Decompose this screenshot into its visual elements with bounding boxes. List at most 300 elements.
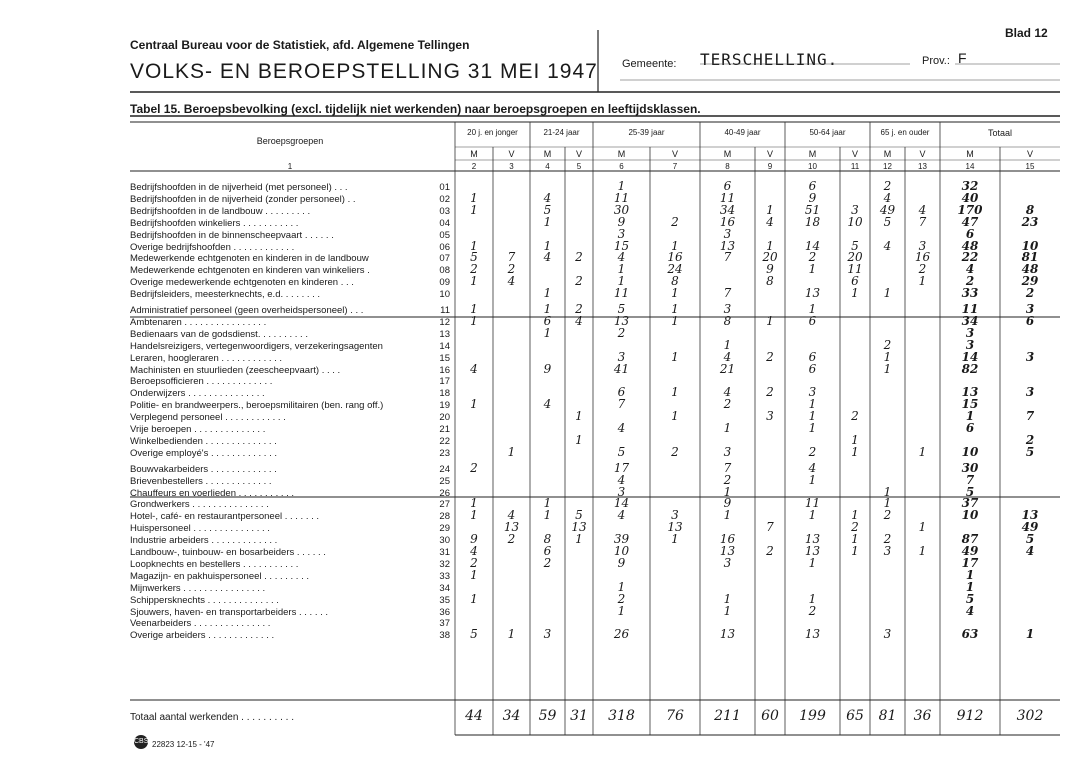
table-row (130, 595, 450, 606)
table-cell: 11 (719, 190, 736, 205)
table-cell: 1 (808, 262, 817, 277)
row-label: Leraren, hoogleraren . . . . . . . . . . . . (130, 352, 283, 364)
table-cell: 13 (961, 385, 979, 400)
table-cell: 1 (671, 532, 679, 547)
table-row (130, 448, 450, 459)
row-number: 34 (439, 582, 450, 594)
table-row (130, 388, 450, 399)
m-subheader: M (470, 149, 478, 159)
table-row (130, 182, 450, 193)
table-cell: 1 (575, 432, 583, 447)
table-cell: 18 (804, 214, 821, 229)
row-label: Chauffeurs en voerlieden . . . . . . . . . . . (130, 487, 295, 499)
table-cell: 1 (723, 603, 732, 618)
table-cell: 2 (851, 409, 859, 424)
table-cell: 1 (918, 520, 927, 535)
table-cell: 47 (961, 214, 979, 229)
total-cell: 199 (799, 708, 826, 724)
table-cell: 4 (1025, 544, 1035, 558)
row-number: 19 (439, 400, 450, 412)
province-value: F (958, 50, 967, 66)
row-label: Ambtenaren . . . . . . . . . . . . . . . . (130, 316, 267, 328)
total-cell: 36 (913, 708, 932, 724)
col-header-65-ouder: 65 j. en ouder (880, 128, 930, 137)
table-cell: 1 (470, 313, 478, 328)
row-number: 29 (439, 523, 450, 535)
row-number: 20 (439, 412, 450, 424)
table-cell: 1 (543, 214, 552, 229)
table-cell: 4 (507, 274, 516, 289)
table-row (130, 607, 450, 618)
row-label: Bedienaars van de godsdienst. . . . . . . . . . (130, 328, 308, 340)
row-number: 31 (439, 547, 450, 558)
table-cell: 15 (961, 397, 979, 412)
table-cell: 3 (617, 226, 626, 241)
table-cell: 13 (613, 313, 630, 328)
table-cell: 2 (575, 274, 583, 289)
m-subheader: M (617, 149, 626, 159)
table-cell: 5 (617, 302, 626, 316)
table-cell: 6 (965, 226, 975, 241)
table-cell: 51 (804, 202, 821, 217)
total-cell: 59 (538, 708, 557, 724)
table-cell: 1 (470, 567, 478, 582)
table-cell: 6 (617, 385, 626, 400)
table-cell: 16 (719, 532, 736, 547)
table-cell: 5 (1025, 532, 1035, 547)
table-cell: 1 (543, 238, 552, 253)
table-cell: 2 (808, 444, 817, 459)
table-cell: 13 (571, 520, 587, 535)
table-cell: 7 (723, 460, 732, 475)
total-cell: 81 (878, 708, 897, 724)
table-cell: 7 (723, 286, 732, 301)
table-cell: 6 (723, 179, 732, 193)
row-label: Landbouw-, tuinbouw- en bosarbeiders . . . . . . (130, 547, 326, 558)
gemeente-label: Gemeente: (622, 58, 677, 70)
table-cell: 17 (961, 555, 979, 570)
table-cell: 10 (961, 444, 979, 459)
table-cell: 6 (808, 349, 817, 364)
row-label: Huispersoneel . . . . . . . . . . . . . . . (130, 523, 270, 535)
table-cell: 11 (961, 302, 979, 316)
row-number: 12 (439, 316, 450, 328)
table-cell: 13 (804, 627, 821, 642)
table-cell: 7 (723, 250, 732, 265)
col-number-9: 9 (767, 162, 773, 171)
gemeente-value: TERSCHELLING. (700, 50, 839, 69)
table-cell: 1 (883, 361, 892, 376)
table-cell: 5 (575, 508, 583, 523)
table-cell: 6 (851, 274, 859, 289)
m-subheader: M (808, 149, 817, 159)
table-cell: 1 (575, 409, 583, 424)
table-cell: 2 (883, 179, 892, 193)
table-row (130, 618, 450, 629)
row-label: Medewerkende echtgenoten en kinderen in de landbouw (130, 253, 369, 265)
table-cell: 1 (671, 349, 679, 364)
table-cell: 14 (804, 238, 821, 253)
table-row (130, 230, 450, 241)
table-cell: 22 (961, 250, 979, 265)
table-cell: 1 (470, 397, 478, 412)
table-cell: 1 (766, 238, 774, 253)
table-cell: 8 (543, 532, 552, 547)
table-cell: 3 (851, 202, 859, 217)
col-header-totaal: Totaal (987, 128, 1013, 138)
v-subheader: V (671, 149, 678, 159)
row-number: 11 (440, 305, 450, 316)
table-row (130, 400, 450, 411)
table-cell: 1 (918, 274, 927, 289)
table-cell: 5 (965, 591, 975, 606)
table-cell: 11 (847, 262, 863, 277)
table-row (130, 559, 450, 570)
table-cell: 1 (470, 302, 478, 316)
table-cell: 32 (961, 179, 979, 193)
table-cell: 13 (804, 544, 821, 558)
table-cell: 15 (613, 238, 630, 253)
table-cell: 1 (470, 508, 478, 523)
table-cell: 2 (671, 444, 679, 459)
table-cell: 3 (883, 544, 892, 558)
table-cell: 4 (507, 508, 516, 523)
total-label: Totaal aantal werkenden . . . . . . . . . . (130, 712, 294, 723)
table-row (130, 499, 450, 510)
row-label: Verplegend personeel . . . . . . . . . . . . (130, 412, 286, 424)
table-cell: 2 (470, 262, 478, 277)
table-cell: 1 (851, 286, 859, 301)
row-label: Winkelbedienden . . . . . . . . . . . . . . (130, 435, 277, 447)
table-cell: 8 (671, 274, 679, 289)
table-cell: 48 (1021, 262, 1039, 277)
table-cell: 9 (617, 555, 626, 570)
row-label: Sjouwers, haven- en transportarbeiders . . . . . . (130, 606, 329, 618)
table-cell: 2 (575, 302, 583, 316)
table-row (130, 341, 450, 352)
table-cell: 16 (719, 214, 736, 229)
table-cell: 1 (575, 532, 583, 547)
table-row (130, 511, 450, 522)
table-cell: 8 (1025, 202, 1035, 217)
table-cell: 14 (613, 496, 630, 511)
col-number-5: 5 (576, 162, 582, 171)
table-cell: 1 (851, 544, 859, 558)
table-row (130, 464, 450, 475)
table-cell: 1 (851, 432, 859, 447)
row-number: 26 (439, 487, 450, 499)
table-cell: 14 (961, 349, 979, 364)
table-cell: 9 (723, 496, 732, 511)
table-cell: 3 (965, 337, 975, 352)
province-label: Prov.: (922, 55, 950, 67)
table-cell: 2 (617, 325, 626, 340)
table-cell: 2 (671, 214, 679, 229)
table-row (130, 583, 450, 594)
row-label: Overige medewerkende echtgenoten en kinderen . . . (130, 277, 354, 289)
table-cell: 6 (808, 361, 817, 376)
table-cell: 3 (1025, 385, 1035, 400)
m-subheader: M (883, 149, 892, 159)
table-row (130, 630, 450, 641)
table-cell: 1 (723, 337, 732, 352)
table-cell: 1 (808, 409, 817, 424)
table-cell: 23 (1021, 214, 1039, 229)
table-cell: 1 (543, 508, 552, 523)
row-label: Veenarbeiders . . . . . . . . . . . . . . . (130, 618, 271, 630)
table-cell: 1 (883, 496, 892, 511)
table-cell: 6 (543, 544, 552, 558)
table-row (130, 523, 450, 534)
table-cell: 170 (957, 202, 983, 217)
col-header-40-49: 40-49 jaar (724, 128, 761, 137)
table-cell: 8 (723, 313, 732, 328)
table-cell: 9 (543, 361, 552, 376)
table-cell: 11 (613, 190, 630, 205)
row-number: 27 (439, 499, 450, 511)
table-cell: 1 (965, 567, 975, 582)
table-cell: 1 (808, 302, 817, 316)
table-cell: 1 (470, 190, 478, 205)
table-cell: 16 (914, 250, 931, 265)
row-number: 18 (439, 388, 450, 400)
table-cell: 3 (723, 555, 732, 570)
table-cell: 6 (1025, 313, 1035, 328)
table-cell: 82 (961, 361, 979, 376)
table-cell: 3 (723, 444, 732, 459)
m-subheader: M (543, 149, 552, 159)
table-row (130, 571, 450, 582)
table-cell: 29 (1021, 274, 1039, 289)
table-cell: 2 (965, 274, 975, 289)
row-label: Bedrijfshoofden in de nijverheid (zonder personeel) . . (130, 193, 356, 205)
table-cell: 87 (961, 532, 979, 547)
table-row (130, 476, 450, 487)
table-cell: 7 (507, 250, 516, 265)
table-cell: 1 (851, 508, 859, 523)
table-cell: 6 (808, 313, 817, 328)
table-cell: 49 (879, 202, 896, 217)
row-label: Bedrijfshoofden in de landbouw . . . . . . . . . (130, 205, 311, 217)
table-cell: 39 (613, 532, 630, 547)
row-label: Schippersknechts . . . . . . . . . . . . . . (130, 594, 279, 606)
col-number-15: 15 (1025, 162, 1035, 171)
total-cell: 44 (465, 708, 483, 724)
table-cell: 1 (671, 385, 679, 400)
table-cell: 9 (470, 532, 478, 547)
table-cell: 1 (543, 496, 552, 511)
table-cell: 2 (808, 250, 817, 265)
table-cell: 1 (883, 349, 892, 364)
table-cell: 1 (543, 325, 552, 340)
table-cell: 49 (1021, 520, 1039, 535)
row-label: Onderwijzers . . . . . . . . . . . . . . . (130, 388, 265, 400)
table-cell: 2 (470, 460, 478, 475)
row-number: 07 (439, 253, 450, 265)
table-cell: 1 (808, 508, 817, 523)
table-cell: 3 (883, 627, 892, 642)
table-cell: 13 (503, 520, 520, 535)
col-header-20-jonger: 20 j. en jonger (467, 128, 518, 137)
total-cell: 60 (761, 708, 779, 724)
row-number: 08 (439, 265, 450, 277)
table-cell: 1 (470, 274, 478, 289)
table-cell: 1 (851, 444, 859, 459)
table-cell: 1 (808, 555, 817, 570)
table-cell: 1 (723, 591, 732, 606)
total-cell: 65 (846, 708, 864, 724)
v-subheader: V (766, 149, 773, 159)
table-cell: 17 (613, 460, 630, 475)
table-cell: 26 (613, 627, 630, 642)
row-number: 28 (439, 511, 450, 523)
row-number: 10 (439, 289, 450, 301)
table-cell: 3 (723, 302, 732, 316)
table-row (130, 376, 450, 387)
col-number-4: 4 (545, 162, 550, 171)
table-cell: 1 (918, 544, 927, 558)
table-cell: 4 (883, 190, 892, 205)
table-cell: 1 (507, 444, 516, 459)
table-cell: 9 (617, 214, 626, 229)
table-cell: 2 (883, 337, 892, 352)
row-number: 24 (439, 463, 450, 475)
row-label: Loopknechts en bestellers . . . . . . . . . . . (130, 558, 299, 570)
table-cell: 1 (470, 496, 478, 511)
v-subheader: V (851, 149, 858, 159)
row-label: Medewerkende echtgenoten en kinderen van winkeliers . (130, 265, 370, 277)
table-cell: 1 (723, 508, 732, 523)
row-label: Overige bedrijfshoofden . . . . . . . . . . . . (130, 241, 295, 253)
row-number: 14 (439, 340, 450, 352)
table-cell: 5 (470, 627, 478, 642)
table-cell: 1 (965, 409, 975, 424)
table-cell: 3 (543, 627, 552, 642)
table-cell: 4 (543, 250, 552, 265)
v-subheader: V (919, 149, 926, 159)
col-number-14: 14 (965, 162, 975, 171)
table-cell: 2 (766, 385, 774, 400)
table-cell: 1 (617, 274, 626, 289)
table-cell: 3 (671, 508, 679, 523)
table-cell: 3 (965, 325, 975, 340)
total-cell: 912 (956, 708, 984, 724)
table-cell: 1 (671, 286, 679, 301)
table-cell: 5 (470, 250, 478, 265)
table-row (130, 218, 450, 229)
table-cell: 1 (671, 313, 679, 328)
row-number: 02 (439, 193, 450, 205)
table-cell: 5 (851, 238, 859, 253)
col-header-50-64: 50-64 jaar (809, 128, 846, 137)
table-cell: 4 (617, 472, 626, 487)
table-cell: 3 (918, 238, 927, 253)
table-cell: 2 (1025, 432, 1035, 447)
table-title: Tabel 15. Beroepsbevolking (excl. tijdelijk niet werkenden) naar beroepsgroepen en leeftijdsklassen. (130, 102, 701, 116)
table-cell: 1 (883, 484, 892, 499)
table-cell: 10 (847, 214, 863, 229)
row-number: 13 (439, 328, 450, 340)
table-cell: 1 (808, 397, 817, 412)
row-number: 16 (439, 364, 450, 376)
table-cell: 3 (617, 484, 626, 499)
col-number-2: 2 (471, 162, 477, 171)
table-cell: 13 (719, 627, 736, 642)
table-cell: 30 (961, 460, 979, 475)
table-cell: 13 (804, 532, 821, 547)
row-number: 22 (439, 435, 450, 447)
table-cell: 63 (961, 627, 979, 642)
table-row (130, 424, 450, 435)
table-cell: 5 (617, 444, 626, 459)
row-number: 37 (439, 618, 450, 630)
table-cell: 2 (851, 520, 859, 535)
row-label: Grondwerkers . . . . . . . . . . . . . . . (130, 499, 269, 511)
table-cell: 1 (671, 409, 679, 424)
form-code: 22823 12-15 - '47 (152, 740, 215, 749)
table-cell: 1 (617, 579, 626, 594)
table-cell: 3 (617, 349, 626, 364)
col-number-12: 12 (883, 162, 892, 171)
row-label: Brievenbestellers . . . . . . . . . . . . . (130, 475, 272, 487)
row-label: Handelsreizigers, vertegenwoordigers, verzekeringsagenten (130, 340, 383, 352)
row-label: Mijnwerkers . . . . . . . . . . . . . . . . (130, 582, 266, 594)
col-number-3: 3 (509, 162, 514, 171)
table-cell: 4 (918, 202, 927, 217)
table-cell: 1 (617, 262, 626, 277)
row-number: 06 (439, 241, 450, 253)
table-cell: 20 (762, 250, 778, 265)
table-row (130, 365, 450, 376)
table-cell: 2 (883, 532, 892, 547)
table-cell: 4 (723, 385, 732, 400)
table-cell: 2 (507, 532, 516, 547)
table-cell: 2 (918, 262, 927, 277)
total-cell: 76 (666, 708, 684, 724)
table-cell: 1 (470, 591, 478, 606)
row-number: 09 (439, 277, 450, 289)
table-cell: 1 (1025, 627, 1035, 642)
table-row (130, 289, 450, 300)
table-cell: 2 (883, 508, 892, 523)
table-row (130, 253, 450, 264)
table-cell: 1 (671, 238, 679, 253)
table-cell: 7 (1025, 409, 1035, 424)
row-label: Vrije beroepen . . . . . . . . . . . . . . (130, 424, 266, 435)
row-number: 05 (439, 229, 450, 241)
row-number: 23 (439, 447, 450, 459)
table-cell: 4 (766, 214, 774, 229)
table-cell: 2 (808, 603, 817, 618)
row-label: Administratief personeel (geen overheidspersoneel) . . . (130, 305, 364, 316)
table-row (130, 412, 450, 423)
table-cell: 3 (1025, 349, 1035, 364)
table-cell: 1 (723, 484, 732, 499)
table-cell: 7 (617, 397, 626, 412)
table-cell: 1 (808, 472, 817, 487)
row-label: Bedrijfshoofden in de binnenscheepvaart . . . . . . (130, 229, 334, 241)
cbs-logo: CBS (134, 735, 148, 749)
row-number: 35 (439, 594, 450, 606)
row-label: Beroepsofficieren . . . . . . . . . . . . . (130, 376, 273, 388)
m-subheader: M (966, 149, 974, 159)
table-row (130, 436, 450, 447)
table-cell: 10 (961, 508, 979, 523)
table-row (130, 317, 450, 328)
row-label: Bedrijfsleiders, meesterknechts, e.d. . . . . . . . (130, 289, 321, 301)
total-cell: 34 (502, 708, 521, 724)
table-cell: 4 (470, 544, 478, 558)
